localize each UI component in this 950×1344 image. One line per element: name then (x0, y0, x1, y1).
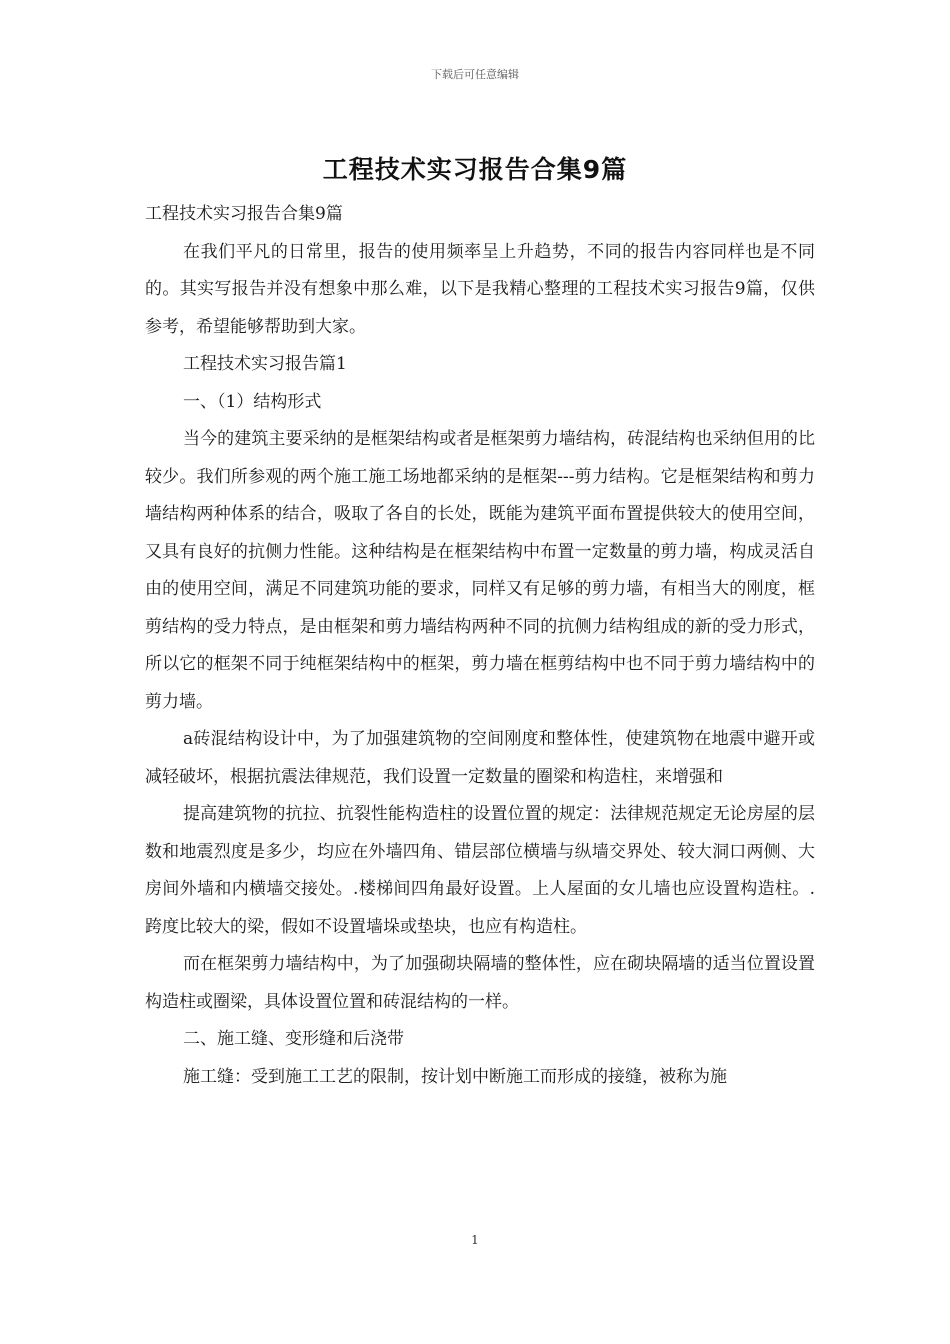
body-paragraph: 提高建筑物的抗拉、抗裂性能构造柱的设置位置的规定：法律规范规定无论房屋的层数和地震烈度是多少，均应在外墙四角、错层部位横墙与纵墙交界处、较大洞口两侧、大房间外墙和内横墙交接处。.楼梯间四角最好设置。上人屋面的女儿墙也应设置构造柱。.跨度比较大的梁，假如不设置墙垛或垫块，也应有构造柱。 (145, 804, 815, 937)
body-paragraph: 而在框架剪力墙结构中，为了加强砌块隔墙的整体性，应在砌块隔墙的适当位置设置构造柱或圈梁，具体设置位置和砖混结构的一样。 (145, 954, 815, 1012)
subsection-heading: 一、（1）结构形式 (183, 391, 322, 412)
subsection-heading: 二、施工缝、变形缝和后浇带 (183, 1029, 404, 1049)
header-note: 下载后可任意编辑 (431, 68, 519, 81)
body-paragraph: 当今的建筑主要采纳的是框架结构或者是框架剪力墙结构，砖混结构也采纳但用的比较少。我们所参观的两个施工施工场地都采纳的是框架---剪力结构。它是框架结构和剪力墙结构两种体系的结合，吸取了各自的长处，既能为建筑平面布置提供较大的使用空间，又具有良好的抗侧力性能。这种结构是在框架结构中布置一定数量的剪力墙，构成灵活自由的使用空间，满足不同建筑功能的要求，同样又有足够的剪力墙，有相当大的刚度，框剪结构的受力特点，是由框架和剪力墙结构两种不同的抗侧力结构组成的新的受力形式，所以它的框架不同于纯框架结构中的框架，剪力墙在框剪结构中也不同于剪力墙结构中的剪力墙。 (145, 429, 815, 712)
document-title: 工程技术实习报告合集9篇 (322, 155, 628, 184)
body-paragraph: 施工缝：受到施工工艺的限制，按计划中断施工而形成的接缝，被称为施 (183, 1066, 727, 1087)
intro-paragraph: 在我们平凡的日常里，报告的使用频率呈上升趋势，不同的报告内容同样也是不同的。其实写报告并没有想象中那么难，以下是我精心整理的工程技术实习报告9篇，仅供参考，希望能够帮助到大家。 (145, 241, 815, 337)
subtitle-paragraph: 工程技术实习报告合集9篇 (145, 204, 343, 224)
section-heading: 工程技术实习报告篇1 (183, 354, 347, 374)
page-number: 1 (471, 1233, 479, 1247)
body-paragraph: a砖混结构设计中，为了加强建筑物的空间刚度和整体性，使建筑物在地震中避开或减轻破坏，根据抗震法律规范，我们设置一定数量的圈梁和构造柱，来增强和 (145, 729, 815, 787)
document-body (145, 196, 815, 1096)
